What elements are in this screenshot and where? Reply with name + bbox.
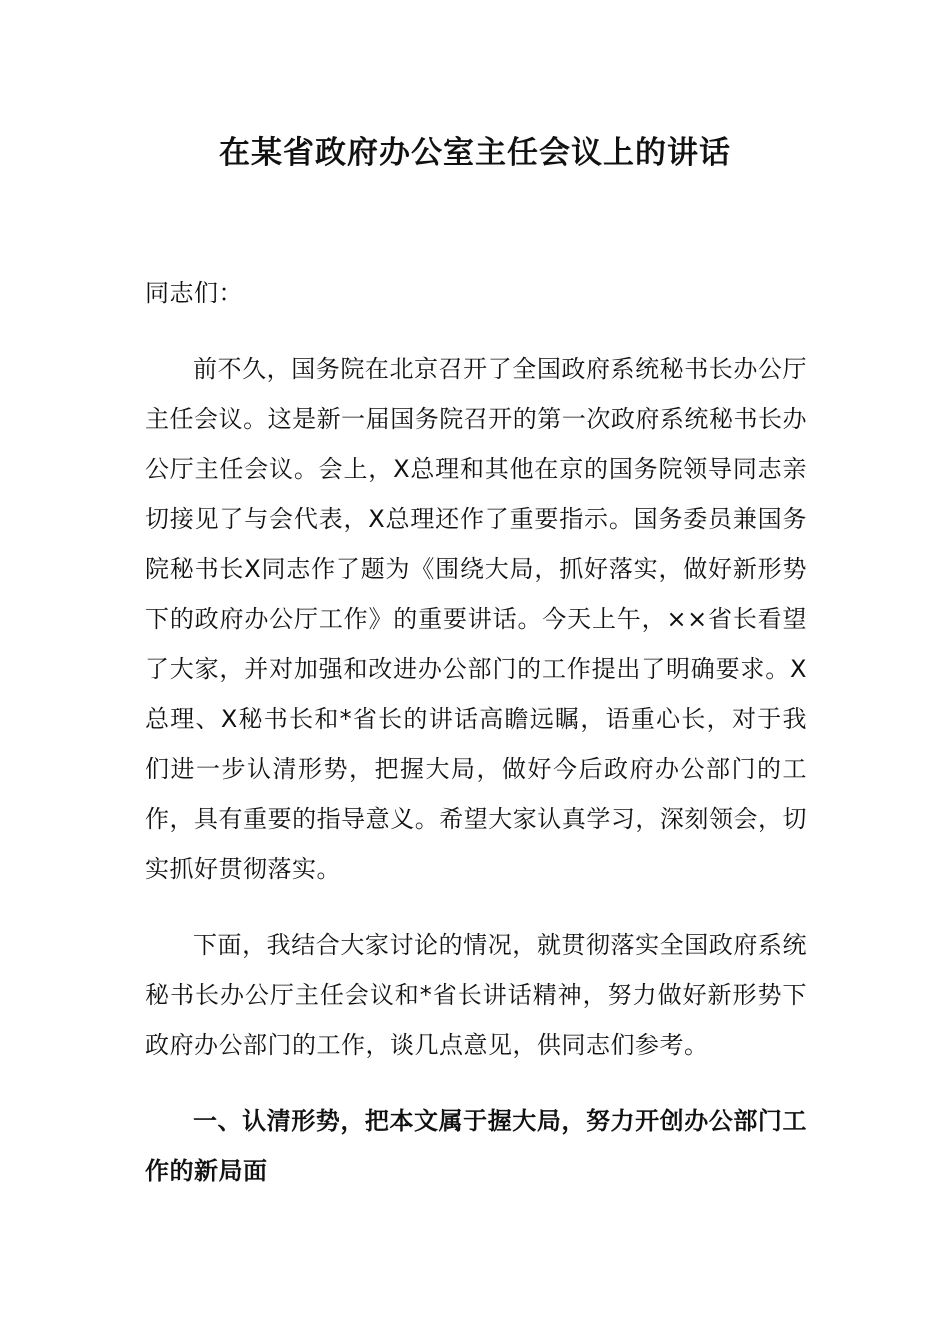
- section-heading-1: 一、认清形势，把本文属于握大局，努力开创办公部门工作的新局面: [145, 1107, 807, 1185]
- document-title: 在某省政府办公室主任会议上的讲话: [219, 135, 731, 171]
- document-body: [145, 268, 807, 1222]
- greeting: 同志们：: [145, 279, 243, 307]
- paragraph-1: 前不久，国务院在北京召开了全国政府系统秘书长办公厅主任会议。这是新一届国务院召开的第一次政府系统秘书长办公厅主任会议。会上，X总理和其他在京的国务院领导同志亲切接见了与会代表，X总理还作了重要指示。国务委员兼国务院秘书长X同志作了题为《围绕大局，抓好落实，做好新形势下的政府办公厅工作》的重要讲话。今天上午，××省长看望了大家，并对加强和改进办公部门的工作提出了明确要求。X总理、X秘书长和*省长的讲话高瞻远瞩，语重心长，对于我们进一步认清形势，把握大局，做好今后政府办公部门的工作，具有重要的指导意义。希望大家认真学习，深刻领会，切实抓好贯彻落实。: [145, 355, 807, 883]
- paragraph-2: 下面，我结合大家讨论的情况，就贯彻落实全国政府系统秘书长办公厅主任会议和*省长讲话精神，努力做好新形势下政府办公部门的工作，谈几点意见，供同志们参考。: [145, 931, 807, 1059]
